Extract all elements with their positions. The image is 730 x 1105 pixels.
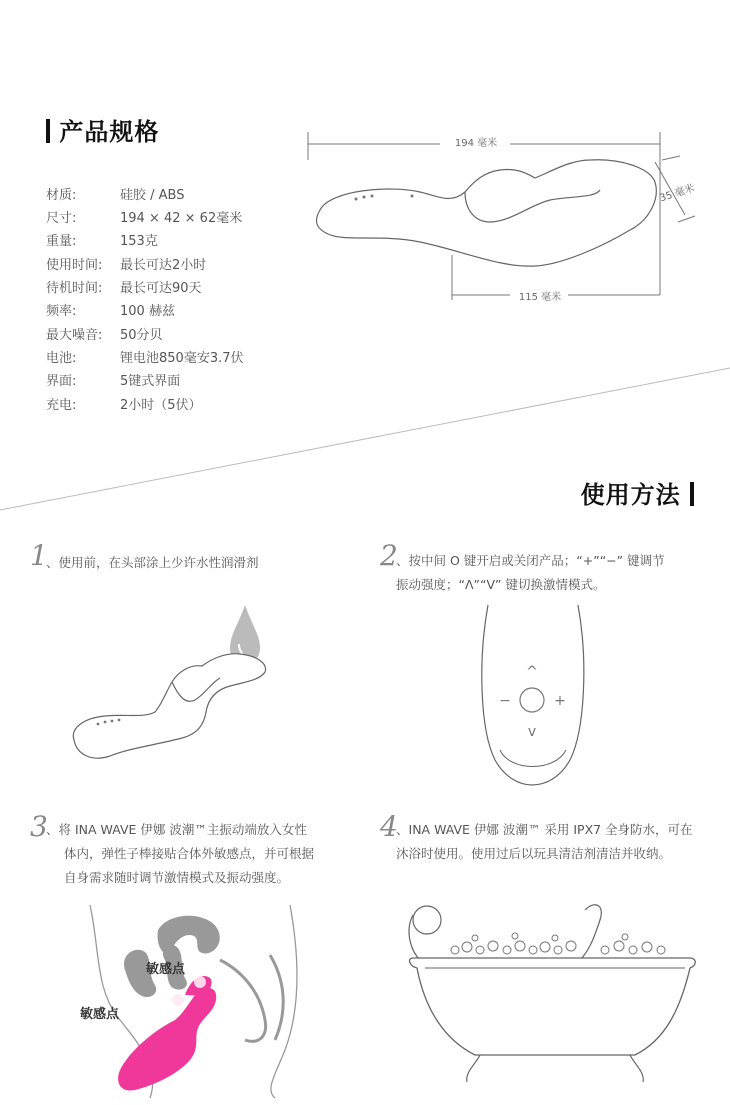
spec-row: 充电: 2小时（5伏） bbox=[46, 398, 202, 413]
step-4-text: 、INA WAVE 伊娜 波潮™ 采用 IPX7 全身防水，可在 沐浴时使用。使用过后以玩具清洁剂清洁并收纳。 bbox=[396, 822, 693, 861]
button-dot bbox=[97, 723, 100, 726]
specs-title: 产品规格 bbox=[46, 112, 159, 147]
hotspot-marker bbox=[194, 976, 206, 988]
hotspot-marker bbox=[172, 994, 184, 1006]
step-number: 1 bbox=[30, 539, 48, 572]
organ-shape bbox=[220, 960, 266, 1041]
tub-foot bbox=[630, 1055, 643, 1082]
spec-row: 材质: 硅胶 / ABS bbox=[46, 188, 185, 203]
bathtub-outline bbox=[410, 958, 696, 1055]
organ-shape bbox=[270, 955, 283, 1040]
usage-title: 使用方法 bbox=[581, 475, 694, 510]
step-1-text: 、使用前，在头部涂上少许水性润滑剂 bbox=[46, 555, 259, 570]
dim-length-label: 194 毫米 bbox=[454, 138, 498, 149]
title-bar bbox=[690, 482, 694, 506]
button-dot bbox=[104, 721, 107, 724]
plus-button-icon[interactable]: + bbox=[554, 693, 566, 709]
step-4-bathtub-illustration bbox=[395, 890, 705, 1100]
up-button-icon[interactable]: ^ bbox=[526, 664, 538, 680]
bubbles-group bbox=[451, 933, 665, 954]
product-outline bbox=[73, 654, 265, 758]
step-number: 2 bbox=[380, 539, 398, 572]
step-3-text: 、将 INA WAVE 伊娜 波潮™主振动端放入女性 体内，弹性子棒接贴合体外敏感点，并可根据 自身需求随时调节激情模式及振动强度。 bbox=[46, 822, 315, 885]
device-pink bbox=[118, 988, 216, 1091]
leg-outline bbox=[580, 905, 601, 960]
handle-outline bbox=[482, 605, 584, 785]
dim-height-label: 35 毫米 bbox=[658, 182, 697, 205]
down-button-icon[interactable]: v bbox=[527, 724, 537, 740]
spec-row: 重量: 153克 bbox=[46, 234, 158, 249]
spec-row: 尺寸: 194 × 42 × 62毫米 bbox=[46, 211, 243, 226]
spec-row: 使用时间: 最长可达2小时 bbox=[46, 258, 207, 273]
dim-handle-label: 115 毫米 bbox=[518, 292, 562, 303]
hair-outline bbox=[409, 915, 420, 960]
spec-row: 频率: 100 赫兹 bbox=[46, 304, 175, 319]
spec-row: 电池: 锂电池850毫安3.7伏 bbox=[46, 351, 244, 366]
step-3-anatomy-illustration bbox=[60, 900, 320, 1100]
hotspot-label: 敏感点 bbox=[146, 962, 186, 977]
step-2-text: 、按中间 O 键开启或关闭产品；“+”“−” 键调节 振动强度；“Λ”“V” 键切换激情模式。 bbox=[396, 553, 665, 592]
step-1-illustration bbox=[60, 600, 300, 780]
minus-button-icon[interactable]: − bbox=[499, 693, 511, 709]
step-2-control-panel bbox=[470, 600, 600, 790]
woman-head bbox=[413, 906, 441, 934]
spec-row: 界面: 5键式界面 bbox=[46, 374, 181, 389]
spec-row: 待机时间: 最长可达90天 bbox=[46, 281, 202, 296]
hotspot-label: 敏感点 bbox=[80, 1007, 120, 1022]
button-dot bbox=[118, 719, 121, 722]
button-dot bbox=[111, 720, 114, 723]
step-number: 4 bbox=[380, 810, 398, 843]
tub-foot bbox=[467, 1055, 480, 1082]
step-number: 3 bbox=[30, 810, 48, 843]
spec-row: 最大噪音: 50分贝 bbox=[46, 328, 163, 343]
